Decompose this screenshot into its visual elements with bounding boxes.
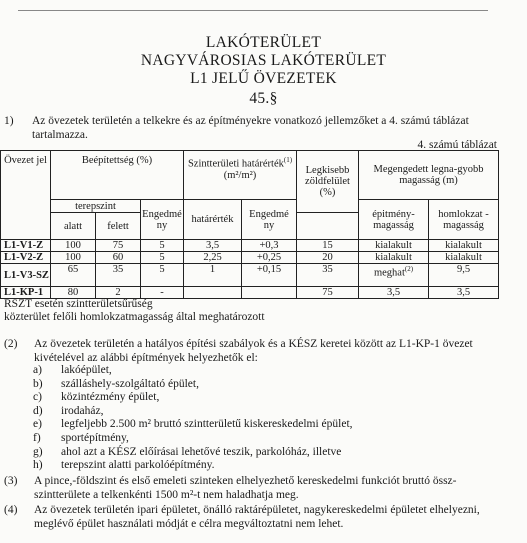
- cell-below: 65: [51, 264, 96, 287]
- list-marker: a): [33, 364, 42, 376]
- cell-facade-height: kialakult: [429, 240, 499, 252]
- cell-facade-height: 9,5: [429, 264, 499, 287]
- cell-facade-height: 3,5: [429, 287, 499, 299]
- cell-allowance-2: +0,3: [242, 240, 297, 252]
- cell-building-height: kialakult: [359, 252, 429, 264]
- cell-limit: [184, 287, 242, 299]
- cell-limit: 2,25: [184, 252, 242, 264]
- header-allowance: Engedmé ny: [141, 200, 184, 240]
- cell-below: 100: [51, 252, 96, 264]
- cell-zone: L1-V1-Z: [1, 240, 51, 252]
- header-green: Legkisebb zöldfelület (%): [297, 151, 359, 213]
- header-below: alatt: [51, 213, 96, 240]
- cell-allowance: 5: [141, 240, 184, 252]
- paragraph-2-text: Az övezetek területén a hatályos építési szabályok és a KÉSZ keretei között az L1-KP-1 övezet kivételével az alábbi építmények helyezhetők el:: [34, 338, 473, 364]
- cell-zone: L1-V3-SZ: [1, 264, 51, 287]
- header-building-height: épitmény-magasság: [359, 200, 429, 240]
- cell-limit: 3,5: [184, 240, 242, 252]
- cell-building-height-sup: (2): [404, 265, 414, 273]
- cell-above: 2: [96, 287, 141, 299]
- list-text: közintézmény épület,: [61, 391, 160, 404]
- table-row: [1, 240, 499, 252]
- header-green-spacer: [297, 213, 359, 240]
- cell-green: 75: [297, 287, 359, 299]
- paragraph-2-number: (2): [4, 338, 18, 350]
- list-text: irodaház,: [61, 404, 104, 417]
- list-marker: d): [33, 404, 43, 417]
- cell-facade-height: kialakult: [429, 252, 499, 264]
- paragraph-3-text: A pince,-földszint és első emeleti szinteken elhelyezhető kereskedelmi funkciót bruttó össz-szintterülete a telkenkénti 1500 m²-t nem haladhatja meg.: [34, 475, 457, 501]
- list-marker: c): [33, 391, 42, 404]
- header-zone: Övezet jel: [1, 151, 51, 240]
- cell-above: 75: [96, 240, 141, 252]
- table-row: [1, 264, 499, 287]
- list-marker: b): [33, 377, 43, 390]
- cell-zone: L1-KP-1: [1, 287, 51, 299]
- list-text: terepszint alatti parkolóépítmény.: [61, 459, 215, 472]
- cell-building-height: [359, 264, 429, 287]
- table-row: [1, 287, 499, 299]
- header-limit: határérték: [184, 200, 242, 240]
- cell-allowance-2: +0,25: [242, 252, 297, 264]
- paragraph-1-text: Az övezetek területén a telkekre és az építményekre vonatkozó jellemzőket a 4. számú táblázat tartalmazza.: [32, 115, 469, 141]
- header-far-sup: (1): [283, 156, 293, 164]
- cell-allowance-2: [242, 287, 297, 299]
- heading-line-3: L1 JELŰ ÖVEZETEK: [190, 70, 337, 87]
- section-number: 45.§: [249, 90, 278, 107]
- cell-limit: 1: [184, 264, 242, 287]
- table-label: 4. számú táblázat: [417, 139, 497, 151]
- list-text: sportépítmény,: [61, 431, 129, 444]
- header-built: Beépítettség (%): [51, 151, 184, 200]
- list-marker: e): [33, 418, 42, 431]
- cell-allowance: -: [141, 287, 184, 299]
- paragraph-4-text: Az övezetek területén ipari épületet, önálló raktárépületet, nagykereskedelmi épületet elhelyezni, meglévő épület használati módját e célra megváltoztatni nem lehet.: [34, 504, 480, 530]
- cell-below: 80: [51, 287, 96, 299]
- zone-parameters-table: [0, 150, 499, 299]
- list-text: legfeljebb 2.500 m² bruttó szintterületű kiskereskedelmi épület,: [61, 418, 353, 431]
- table-row: [1, 252, 499, 264]
- paragraph-4-number: (4): [4, 504, 18, 516]
- heading-line-2: NAGYVÁROSIAS LAKÓTERÜLET: [140, 52, 387, 69]
- cell-allowance: 5: [141, 264, 184, 287]
- paragraph-3-number: (3): [4, 475, 18, 487]
- cell-building-height: 3,5: [359, 287, 429, 299]
- header-terrain: terepszint: [51, 200, 141, 213]
- header-height: Megengedett legna-gyobb magasság (m): [359, 151, 499, 200]
- header-far-label: Szintterületi határérték: [187, 158, 284, 170]
- list-marker: f): [33, 431, 41, 444]
- cell-green: 15: [297, 240, 359, 252]
- top-rule: [18, 10, 488, 11]
- cell-building-height-text: meghat: [373, 267, 405, 279]
- header-above: felett: [96, 213, 141, 240]
- list-marker: h): [33, 459, 43, 472]
- cell-building-height: kialakult: [359, 240, 429, 252]
- paragraph-1-number: 1): [4, 115, 14, 127]
- cell-below: 100: [51, 240, 96, 252]
- footnote-1: RSZT esetén szintterületsűrűség: [4, 298, 153, 310]
- cell-green: 20: [297, 252, 359, 264]
- footnote-2: közterület felőli homlokzatmagasság által meghatározott: [4, 311, 265, 323]
- cell-allowance: 5: [141, 252, 184, 264]
- list-text: szálláshely-szolgáltató épület,: [61, 377, 199, 390]
- list-marker: g): [33, 445, 43, 458]
- header-facade-height: homlokzat -magasság: [429, 200, 499, 240]
- header-allowance-2: Engedmé ny: [242, 200, 297, 240]
- header-far: [184, 151, 297, 200]
- cell-green: 35: [297, 264, 359, 287]
- header-far-unit: (m²/m²): [223, 169, 257, 181]
- heading-line-1: LAKÓTERÜLET: [205, 34, 322, 51]
- cell-above: 60: [96, 252, 141, 264]
- cell-above: 35: [96, 264, 141, 287]
- list-text: lakóépület,: [61, 364, 112, 376]
- cell-zone: L1-V2-Z: [1, 252, 51, 264]
- cell-allowance-2: +0,15: [242, 264, 297, 287]
- list-text: ahol azt a KÉSZ előírásai lehetővé teszik, parkolóház, illetve: [61, 445, 342, 458]
